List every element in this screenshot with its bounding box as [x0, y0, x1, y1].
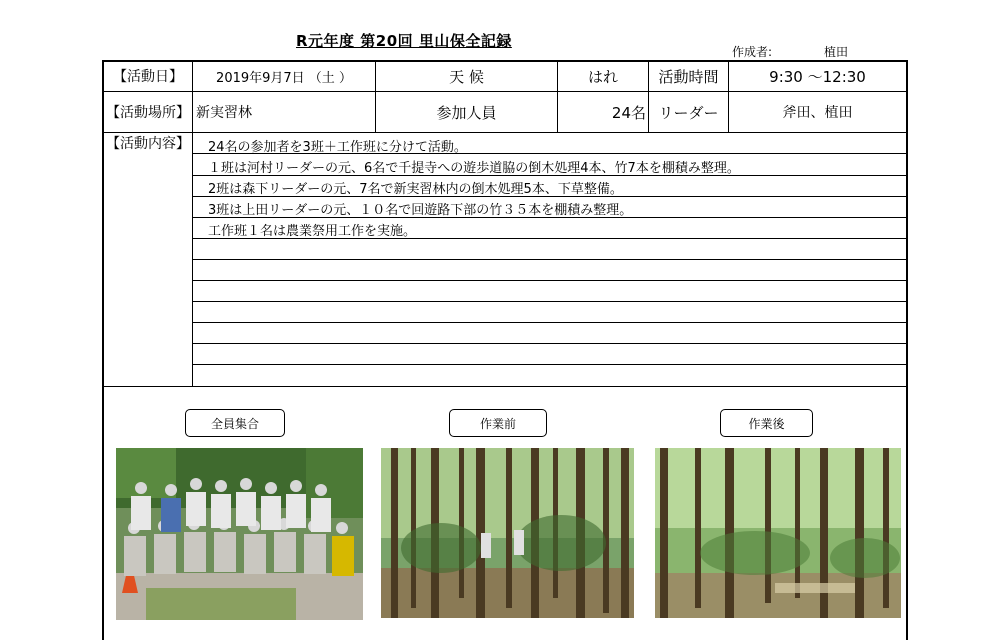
- date-value: 2019年9月7日 （土 ）: [216, 70, 352, 86]
- content-line: 3班は上田リーダーの元、１０名で回遊路下部の竹３５本を棚積み整理。: [208, 203, 633, 218]
- content-line: 工作班１名は農業祭用工作を実施。: [208, 224, 417, 239]
- photo-label-all-members: 全員集合: [185, 409, 285, 437]
- page-title: R元年度 第20回 里山保全記録: [296, 32, 512, 50]
- leader-label: リーダー: [658, 103, 719, 122]
- weather-label: 天 候: [449, 67, 484, 86]
- content-line: 24名の参加者を3班＋工作班に分けて活動。: [208, 140, 467, 155]
- content-line: 2班は森下リーダーの元、7名で新実習林内の倒木処理5本、下草整備。: [208, 182, 623, 197]
- content-rule: [192, 301, 908, 302]
- date-label: 【活動日】: [113, 69, 183, 85]
- content-line: １班は河村リーダーの元、6名で千提寺への遊歩道脇の倒木処理4本、竹7本を棚積み整理。: [208, 161, 740, 176]
- place-value: 新実習林: [196, 105, 252, 121]
- content-rule: [192, 343, 908, 344]
- photo-label-before: 作業前: [449, 409, 547, 437]
- participants-value: 24名: [611, 103, 646, 122]
- time-label: 活動時間: [658, 67, 719, 86]
- weather-value: はれ: [587, 67, 618, 86]
- time-value: 9:30 〜12:30: [769, 67, 866, 86]
- row-divider: [102, 386, 908, 387]
- photo-label-after: 作業後: [720, 409, 813, 437]
- row-divider: [102, 132, 908, 133]
- content-rule: [192, 280, 908, 281]
- author-name: 植田: [824, 45, 849, 59]
- after-photo: [655, 448, 901, 618]
- content-rule: [192, 322, 908, 323]
- participants-label: 参加人員: [436, 103, 497, 122]
- group-photo: [116, 448, 363, 620]
- content-rule: [192, 364, 908, 365]
- content-label: 【活動内容】: [106, 136, 190, 152]
- author-label: 作成者:: [732, 45, 773, 59]
- before-photo: [381, 448, 634, 618]
- content-rule: [192, 259, 908, 260]
- leader-value: 斧田、植田: [782, 105, 853, 121]
- place-label: 【活動場所】: [106, 105, 190, 121]
